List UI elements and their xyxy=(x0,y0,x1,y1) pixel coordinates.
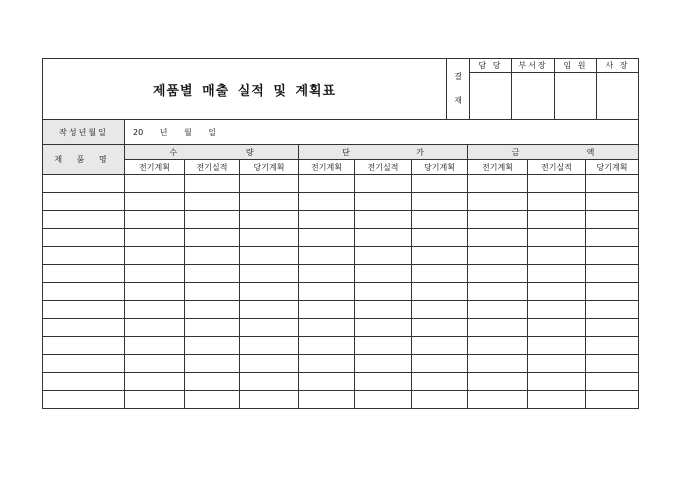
value-cell[interactable] xyxy=(125,355,185,373)
value-cell[interactable] xyxy=(468,211,528,229)
value-cell[interactable] xyxy=(125,373,185,391)
sign-box-president[interactable] xyxy=(597,73,639,120)
table-row xyxy=(43,319,639,337)
value-cell[interactable] xyxy=(528,373,586,391)
product-name-cell[interactable] xyxy=(43,373,125,391)
value-cell[interactable] xyxy=(299,211,355,229)
value-cell[interactable] xyxy=(528,193,586,211)
value-cell[interactable] xyxy=(412,355,468,373)
value-cell[interactable] xyxy=(299,175,355,193)
subheader-qty-prev-plan: 전기계획 xyxy=(125,160,185,175)
value-cell[interactable] xyxy=(412,391,468,409)
value-cell[interactable] xyxy=(468,193,528,211)
product-name-cell[interactable] xyxy=(43,319,125,337)
value-cell[interactable] xyxy=(586,373,639,391)
value-cell[interactable] xyxy=(412,319,468,337)
value-cell[interactable] xyxy=(355,229,412,247)
value-cell[interactable] xyxy=(586,265,639,283)
value-cell[interactable] xyxy=(355,319,412,337)
date-label: 작성년월일 xyxy=(43,120,125,145)
value-cell[interactable] xyxy=(528,301,586,319)
approver-staff: 담 당 xyxy=(470,59,512,73)
value-cell[interactable] xyxy=(412,265,468,283)
approver-dept-head: 부서장 xyxy=(512,59,555,73)
subheader-price-prev-actual: 전기실적 xyxy=(355,160,412,175)
value-cell[interactable] xyxy=(299,229,355,247)
group-unit-price xyxy=(299,145,468,160)
value-cell[interactable] xyxy=(299,301,355,319)
table-row xyxy=(43,193,639,211)
value-cell[interactable] xyxy=(355,193,412,211)
value-cell[interactable] xyxy=(125,301,185,319)
value-cell[interactable] xyxy=(125,175,185,193)
product-name-cell[interactable] xyxy=(43,301,125,319)
value-cell[interactable] xyxy=(528,247,586,265)
value-cell[interactable] xyxy=(125,265,185,283)
group-amount-right: 액 xyxy=(586,147,595,157)
value-cell[interactable] xyxy=(240,211,299,229)
group-amount-left: 금 xyxy=(511,147,520,157)
value-cell[interactable] xyxy=(412,373,468,391)
value-cell[interactable] xyxy=(468,337,528,355)
product-name-cell[interactable] xyxy=(43,193,125,211)
table-row xyxy=(43,301,639,319)
sales-plan-form xyxy=(42,58,638,409)
group-quantity xyxy=(125,145,299,160)
table-row xyxy=(43,265,639,283)
value-cell[interactable] xyxy=(185,355,240,373)
value-cell[interactable] xyxy=(528,175,586,193)
value-cell[interactable] xyxy=(586,301,639,319)
value-cell[interactable] xyxy=(299,337,355,355)
value-cell[interactable] xyxy=(299,373,355,391)
product-name-cell[interactable] xyxy=(43,337,125,355)
value-cell[interactable] xyxy=(468,301,528,319)
value-cell[interactable] xyxy=(468,247,528,265)
value-cell[interactable] xyxy=(240,283,299,301)
value-cell[interactable] xyxy=(528,391,586,409)
value-cell[interactable] xyxy=(586,193,639,211)
value-cell[interactable] xyxy=(240,337,299,355)
value-cell[interactable] xyxy=(355,247,412,265)
value-cell[interactable] xyxy=(586,247,639,265)
sign-box-staff[interactable] xyxy=(470,73,512,120)
table-row xyxy=(43,247,639,265)
value-cell[interactable] xyxy=(125,247,185,265)
value-cell[interactable] xyxy=(185,337,240,355)
value-cell[interactable] xyxy=(299,247,355,265)
value-cell[interactable] xyxy=(355,391,412,409)
value-cell[interactable] xyxy=(412,283,468,301)
group-unit-price-right: 가 xyxy=(416,147,424,157)
value-cell[interactable] xyxy=(528,319,586,337)
value-cell[interactable] xyxy=(299,193,355,211)
approver-president: 사 장 xyxy=(597,59,639,73)
subheader-price-prev-plan: 전기계획 xyxy=(299,160,355,175)
value-cell[interactable] xyxy=(185,211,240,229)
form-title: 제품별 매출 실적 및 계획표 xyxy=(43,59,447,120)
value-cell[interactable] xyxy=(185,247,240,265)
value-cell[interactable] xyxy=(586,391,639,409)
value-cell[interactable] xyxy=(185,265,240,283)
value-cell[interactable] xyxy=(586,229,639,247)
value-cell[interactable] xyxy=(412,211,468,229)
group-amount xyxy=(468,145,639,160)
product-name-cell[interactable] xyxy=(43,211,125,229)
value-cell[interactable] xyxy=(240,193,299,211)
value-cell[interactable] xyxy=(299,355,355,373)
value-cell[interactable] xyxy=(299,265,355,283)
value-cell[interactable] xyxy=(185,175,240,193)
value-cell[interactable] xyxy=(528,265,586,283)
value-cell[interactable] xyxy=(586,211,639,229)
value-cell[interactable] xyxy=(125,391,185,409)
subheader-amount-prev-plan: 전기계획 xyxy=(468,160,528,175)
value-cell[interactable] xyxy=(412,229,468,247)
subheader-amount-prev-actual: 전기실적 xyxy=(528,160,586,175)
value-cell[interactable] xyxy=(185,373,240,391)
group-quantity-left: 수 xyxy=(169,147,178,157)
table-row xyxy=(43,391,639,409)
product-name-cell[interactable] xyxy=(43,229,125,247)
value-cell[interactable] xyxy=(355,211,412,229)
value-cell[interactable] xyxy=(355,355,412,373)
value-cell[interactable] xyxy=(185,301,240,319)
value-cell[interactable] xyxy=(528,337,586,355)
product-name-cell[interactable] xyxy=(43,265,125,283)
table-row xyxy=(43,373,639,391)
value-cell[interactable] xyxy=(468,283,528,301)
value-cell[interactable] xyxy=(125,319,185,337)
value-cell[interactable] xyxy=(125,283,185,301)
product-name-cell[interactable] xyxy=(43,247,125,265)
value-cell[interactable] xyxy=(185,319,240,337)
table-row xyxy=(43,175,639,193)
value-cell[interactable] xyxy=(240,301,299,319)
value-cell[interactable] xyxy=(240,265,299,283)
value-cell[interactable] xyxy=(412,247,468,265)
value-cell[interactable] xyxy=(528,283,586,301)
value-cell[interactable] xyxy=(468,355,528,373)
subheader-price-curr-plan: 당기계획 xyxy=(412,160,468,175)
value-cell[interactable] xyxy=(299,283,355,301)
value-cell[interactable] xyxy=(240,247,299,265)
product-name-cell[interactable] xyxy=(43,283,125,301)
value-cell[interactable] xyxy=(185,229,240,247)
value-cell[interactable] xyxy=(355,301,412,319)
value-cell[interactable] xyxy=(412,301,468,319)
table-row xyxy=(43,337,639,355)
value-cell[interactable] xyxy=(185,283,240,301)
value-cell[interactable] xyxy=(240,391,299,409)
value-cell[interactable] xyxy=(125,193,185,211)
value-cell[interactable] xyxy=(586,283,639,301)
value-cell[interactable] xyxy=(586,319,639,337)
value-cell[interactable] xyxy=(412,193,468,211)
value-cell[interactable] xyxy=(355,373,412,391)
value-cell[interactable] xyxy=(240,319,299,337)
value-cell[interactable] xyxy=(468,229,528,247)
value-cell[interactable] xyxy=(240,355,299,373)
value-cell[interactable] xyxy=(355,337,412,355)
value-cell[interactable] xyxy=(412,175,468,193)
subheader-qty-curr-plan: 당기계획 xyxy=(240,160,299,175)
value-cell[interactable] xyxy=(125,337,185,355)
value-cell[interactable] xyxy=(355,265,412,283)
subheader-qty-prev-actual: 전기실적 xyxy=(185,160,240,175)
value-cell[interactable] xyxy=(240,373,299,391)
value-cell[interactable] xyxy=(468,175,528,193)
sales-table xyxy=(42,119,639,409)
product-name-cell[interactable] xyxy=(43,175,125,193)
value-cell[interactable] xyxy=(240,175,299,193)
table-row xyxy=(43,283,639,301)
value-cell[interactable] xyxy=(125,211,185,229)
value-cell[interactable] xyxy=(586,337,639,355)
value-cell[interactable] xyxy=(240,229,299,247)
value-cell[interactable] xyxy=(299,391,355,409)
value-cell[interactable] xyxy=(125,229,185,247)
sign-box-dept-head[interactable] xyxy=(512,73,555,120)
approval-label-1: 결 xyxy=(454,72,462,81)
approval-label xyxy=(447,59,470,120)
value-cell[interactable] xyxy=(468,391,528,409)
value-cell[interactable] xyxy=(468,373,528,391)
group-quantity-right: 량 xyxy=(245,147,254,157)
value-cell[interactable] xyxy=(528,211,586,229)
value-cell[interactable] xyxy=(528,355,586,373)
value-cell[interactable] xyxy=(412,337,468,355)
group-unit-price-left: 단 xyxy=(342,147,350,157)
table-row xyxy=(43,229,639,247)
value-cell[interactable] xyxy=(355,175,412,193)
value-cell[interactable] xyxy=(586,175,639,193)
table-row xyxy=(43,211,639,229)
approver-executive: 임 원 xyxy=(555,59,597,73)
value-cell[interactable] xyxy=(468,319,528,337)
table-row xyxy=(43,355,639,373)
product-name-cell[interactable] xyxy=(43,391,125,409)
value-cell[interactable] xyxy=(185,193,240,211)
subheader-amount-curr-plan: 당기계획 xyxy=(586,160,639,175)
value-cell[interactable] xyxy=(468,265,528,283)
product-name-cell[interactable] xyxy=(43,355,125,373)
sign-box-executive[interactable] xyxy=(555,73,597,120)
value-cell[interactable] xyxy=(528,229,586,247)
value-cell[interactable] xyxy=(299,319,355,337)
form-header xyxy=(42,58,639,120)
value-cell[interactable] xyxy=(586,355,639,373)
date-field[interactable]: 20 년 월 일 xyxy=(125,120,639,145)
value-cell[interactable] xyxy=(185,391,240,409)
product-name-header: 제 품 명 xyxy=(43,145,125,175)
approval-label-2: 재 xyxy=(454,96,462,105)
value-cell[interactable] xyxy=(355,283,412,301)
